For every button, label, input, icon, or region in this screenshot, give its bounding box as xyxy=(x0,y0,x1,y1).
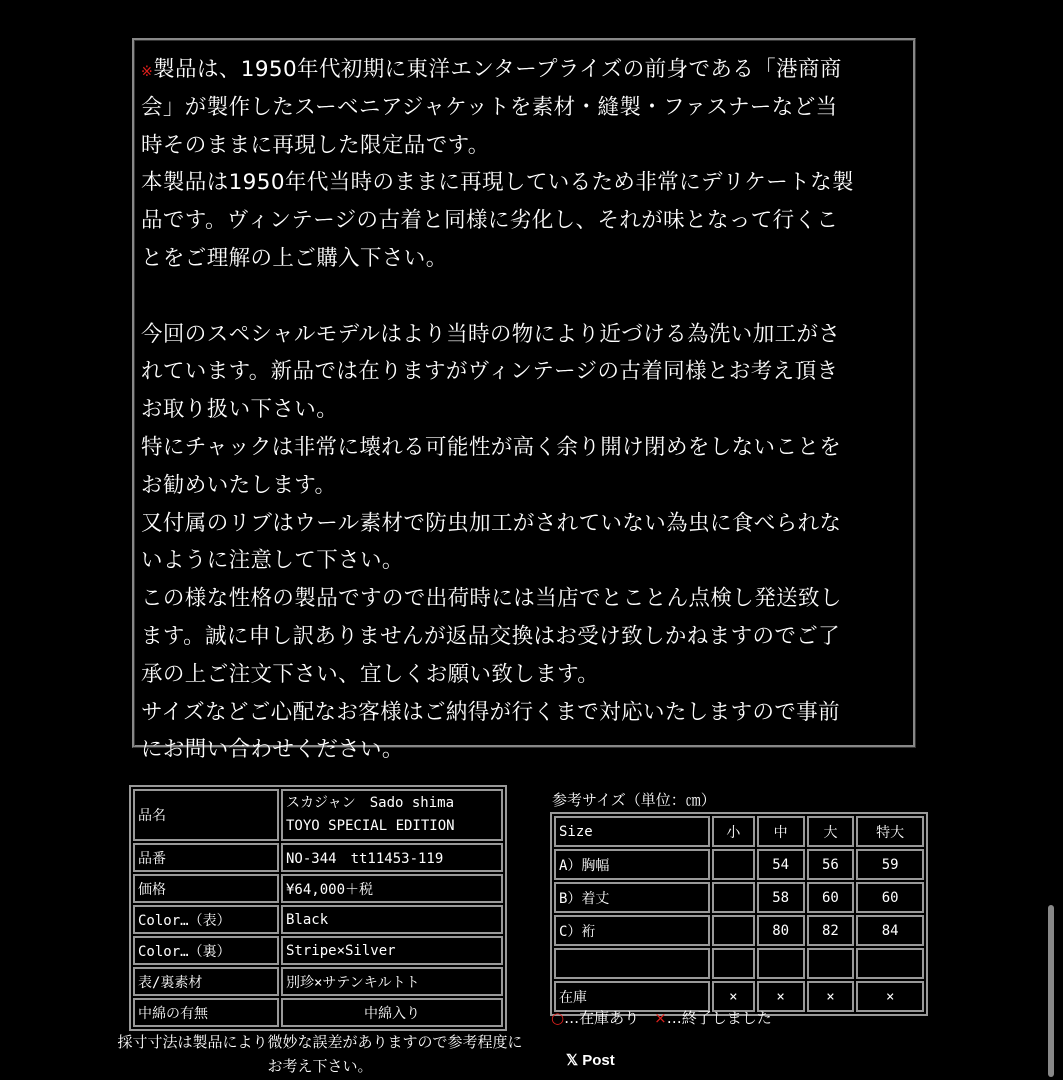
size-cell: 特大 xyxy=(856,816,924,847)
size-cell xyxy=(712,948,755,979)
scrollbar[interactable] xyxy=(1048,905,1054,1077)
size-cell: 60 xyxy=(807,882,855,913)
size-cell: × xyxy=(712,981,755,1012)
size-cell: × xyxy=(757,981,805,1012)
notice-line xyxy=(141,618,913,656)
notice-text: 特にチャックは非常に壊れる可能性が高く余り開け閉めをしないことを xyxy=(141,434,842,460)
size-caption: 参考サイズ（単位：㎝） xyxy=(552,791,716,809)
size-cell: 60 xyxy=(856,882,924,913)
size-cell: 大 xyxy=(807,816,855,847)
spec-value: 中綿入り xyxy=(281,998,503,1027)
notice-line xyxy=(141,467,913,505)
size-cell: 59 xyxy=(856,849,924,880)
notice-line xyxy=(141,694,913,732)
in-stock-label: …在庫あり xyxy=(564,1009,640,1027)
spec-value xyxy=(281,789,503,841)
notice-line xyxy=(141,202,913,240)
spec-value: 別珍×サテンキルトト xyxy=(281,967,503,996)
notice-text: 品です。ヴィンテージの古着と同様に劣化し、それが味となって行くこ xyxy=(141,208,839,234)
size-cell: 56 xyxy=(807,849,855,880)
size-cell: × xyxy=(856,981,924,1012)
table-row xyxy=(133,998,503,1027)
size-cell: C）裄 xyxy=(554,915,710,946)
notice-text: 会」が製作したスーベニアジャケットを素材・縫製・ファスナーなど当 xyxy=(141,94,838,120)
sold-out-mark: × xyxy=(654,1009,667,1027)
measurement-note xyxy=(90,1030,550,1078)
size-cell: 小 xyxy=(712,816,755,847)
notice-line xyxy=(141,580,913,618)
spec-label: Color…（表） xyxy=(133,905,279,934)
spec-value: Stripe×Silver xyxy=(281,936,503,965)
spec-label: 表/裏素材 xyxy=(133,967,279,996)
sold-out-label: …終了しました xyxy=(666,1009,772,1027)
table-row xyxy=(133,843,503,872)
notice-line xyxy=(141,51,913,89)
notice-text: にお問い合わせください。 xyxy=(141,737,404,763)
table-row xyxy=(133,967,503,996)
size-cell xyxy=(757,948,805,979)
table-row xyxy=(554,915,924,946)
post-button[interactable] xyxy=(566,1051,615,1069)
notice-text: この様な性格の製品ですので出荷時には当店でとことん点検し発送致し xyxy=(141,586,842,612)
product-name: スカジャン Sado shima xyxy=(286,795,455,811)
size-cell: 58 xyxy=(757,882,805,913)
notice-line xyxy=(141,164,913,202)
note-line: お考え下さい。 xyxy=(267,1057,373,1075)
size-cell: A）胸幅 xyxy=(554,849,710,880)
size-cell xyxy=(554,948,710,979)
table-row xyxy=(133,874,503,903)
size-table xyxy=(550,812,928,1016)
size-cell: Size xyxy=(554,816,710,847)
size-cell: 在庫 xyxy=(554,981,710,1012)
notice-text: 時そのままに再現した限定品です。 xyxy=(141,132,490,158)
notice-line xyxy=(141,127,913,165)
table-row xyxy=(133,789,503,841)
spec-label: 品名 xyxy=(133,789,279,841)
size-cell xyxy=(856,948,924,979)
table-row xyxy=(133,936,503,965)
spec-value: NO-344 tt11453-119 xyxy=(281,843,503,872)
size-cell: 82 xyxy=(807,915,855,946)
table-row xyxy=(554,882,924,913)
size-cell: B）着丈 xyxy=(554,882,710,913)
notice-text: れています。新品では在りますがヴィンテージの古着同様とお考え頂き xyxy=(141,359,839,385)
product-edition: TOYO SPECIAL EDITION xyxy=(286,818,455,834)
size-cell: 54 xyxy=(757,849,805,880)
note-line: 採寸寸法は製品により微妙な誤差がありますので参考程度に xyxy=(117,1033,523,1051)
stock-legend xyxy=(551,1007,772,1028)
size-cell xyxy=(712,882,755,913)
notice-text: 承の上ご注文下さい、宜しくお願い致します。 xyxy=(141,661,600,687)
size-cell xyxy=(712,849,755,880)
notice-line xyxy=(141,278,913,316)
spec-label: 中綿の有無 xyxy=(133,998,279,1027)
spec-value: Black xyxy=(281,905,503,934)
notice-line xyxy=(141,731,913,769)
notice-line xyxy=(141,505,913,543)
table-row xyxy=(133,905,503,934)
x-logo-icon: 𝕏 xyxy=(566,1052,579,1069)
notice-text: 又付属のリブはウール素材で防虫加工がされていない為虫に食べられな xyxy=(141,510,842,536)
notice-text: お勧めいたします。 xyxy=(141,472,337,498)
size-cell: 84 xyxy=(856,915,924,946)
size-cell xyxy=(807,948,855,979)
notice-text: サイズなどご心配なお客様はご納得が行くまで対応いたしますので事前 xyxy=(141,699,841,725)
table-row xyxy=(554,849,924,880)
notice-text: とをご理解の上ご購入下さい。 xyxy=(141,245,448,271)
notice-line xyxy=(141,89,913,127)
note-mark: ※ xyxy=(141,64,154,80)
notice-line xyxy=(141,542,913,580)
notice-text: いように注意して下さい。 xyxy=(141,548,404,574)
notice-text: お取り扱い下さい。 xyxy=(141,397,339,423)
notice-line xyxy=(141,429,913,467)
spec-table xyxy=(129,785,507,1031)
spec-label: Color…（裏） xyxy=(133,936,279,965)
notice-line xyxy=(141,656,913,694)
notice-text: ます。誠に申し訳ありませんが返品交換はお受け致しかねますのでご了 xyxy=(141,623,841,649)
notice-line xyxy=(141,391,913,429)
notice-text: 製品は、1950年代初期に東洋エンタープライズの前身である「港商商 xyxy=(153,57,842,82)
spec-label: 価格 xyxy=(133,874,279,903)
table-row xyxy=(554,816,924,847)
product-notice xyxy=(132,38,916,763)
size-cell: 80 xyxy=(757,915,805,946)
notice-text: 今回のスペシャルモデルはより当時の物により近づける為洗い加工がさ xyxy=(141,321,841,347)
notice-line xyxy=(141,240,913,278)
in-stock-mark: ○ xyxy=(551,1009,565,1027)
spec-value: ¥64,000＋税 xyxy=(281,874,503,903)
spec-label: 品番 xyxy=(133,843,279,872)
size-cell xyxy=(712,915,755,946)
notice-line xyxy=(141,316,913,354)
size-cell: × xyxy=(807,981,855,1012)
size-cell: 中 xyxy=(757,816,805,847)
table-row xyxy=(554,948,924,979)
notice-line xyxy=(141,353,913,391)
notice-text: 本製品は1950年代当時のままに再現しているため非常にデリケートな製 xyxy=(141,170,854,196)
post-label: Post xyxy=(582,1052,615,1069)
